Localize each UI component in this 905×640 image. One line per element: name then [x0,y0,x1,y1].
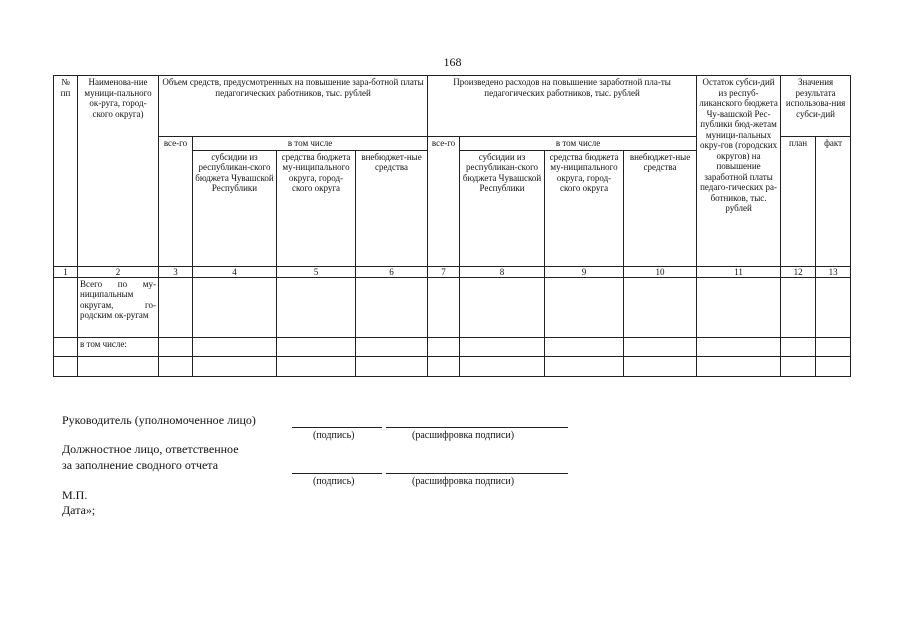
head-signature-line [292,427,382,428]
header-plan: план [781,137,816,267]
header-planned-group: Объем средств, предусмотренных на повышение зара-ботной платы педагогических работников, тыс. рублей [159,76,428,137]
official-label-line1: Должностное лицо, ответственное [62,442,239,456]
header-planned-extrabudget: внебюджет-ные средства [356,150,428,266]
official-signature-line [292,473,382,474]
header-planned-including: в том числе [193,137,428,151]
stamp-place: М.П. [62,488,88,502]
head-decoding-caption: (расшифровка подписи) [412,430,515,441]
col-number: 12 [781,266,816,277]
table-row-empty [54,356,851,376]
col-number: 8 [460,266,545,277]
page-number: 168 [443,55,462,69]
official-signature-caption: (подпись) [313,476,355,487]
col-number: 5 [277,266,356,277]
col-number: 1 [54,266,78,277]
official-label-line2: за заполнение сводного отчета [62,458,219,472]
header-spent-subsidies: субсидии из республикан-ского бюджета Чувашской Республики [460,150,545,266]
col-number: 13 [816,266,851,277]
official-decoding-caption: (расшифровка подписи) [412,476,515,487]
table-row-total [54,277,851,337]
report-table [53,75,851,377]
header-planned-subsidies: субсидии из республикан-ского бюджета Чувашской Республики [193,150,277,266]
row-including-label: в том числе: [78,337,159,356]
head-signature-caption: (подпись) [313,430,355,441]
header-name: Наименова-ние муници-пального ок-руга, город-ского округа) [78,76,159,267]
header-planned-municipal: средства бюджета му-ниципального округа, город-ского округа [277,150,356,266]
header-result-group: Значения результата использова-ния субси-дий [781,76,851,137]
date-label: Дата»; [62,503,96,517]
header-spent-extrabudget: внебюджет-ные средства [624,150,697,266]
col-number: 9 [545,266,624,277]
col-number: 7 [428,266,460,277]
header-num: № пп [54,76,78,267]
head-label: Руководитель (уполномоченное лицо) [62,413,256,427]
official-decoding-line [386,473,568,474]
header-planned-total: все-го [159,137,193,267]
col-number: 3 [159,266,193,277]
head-decoding-line [386,427,568,428]
col-number: 4 [193,266,277,277]
header-spent-total: все-го [428,137,460,267]
header-spent-municipal: средства бюджета му-ниципального округа, город-ского округа [545,150,624,266]
header-fact: факт [816,137,851,267]
col-number: 2 [78,266,159,277]
header-spent-group: Произведено расходов на повышение заработной пла-ты педагогических работников, тыс. рублей [428,76,697,137]
row-total-label: Всего по му-ниципальным округам, го-родским ок-ругам [78,277,159,337]
table-row-including [54,337,851,356]
col-number: 6 [356,266,428,277]
header-balance: Остаток субси-дий из респуб-ликанского бюджета Чу-вашской Рес-публики бюд-жетам муници-пальных окру-гов (городских округов) на повышение заработной платы педаго-гических ра-ботников, тыс. рублей [697,76,781,267]
col-number: 10 [624,266,697,277]
col-number: 11 [697,266,781,277]
header-spent-including: в том числе [460,137,697,151]
